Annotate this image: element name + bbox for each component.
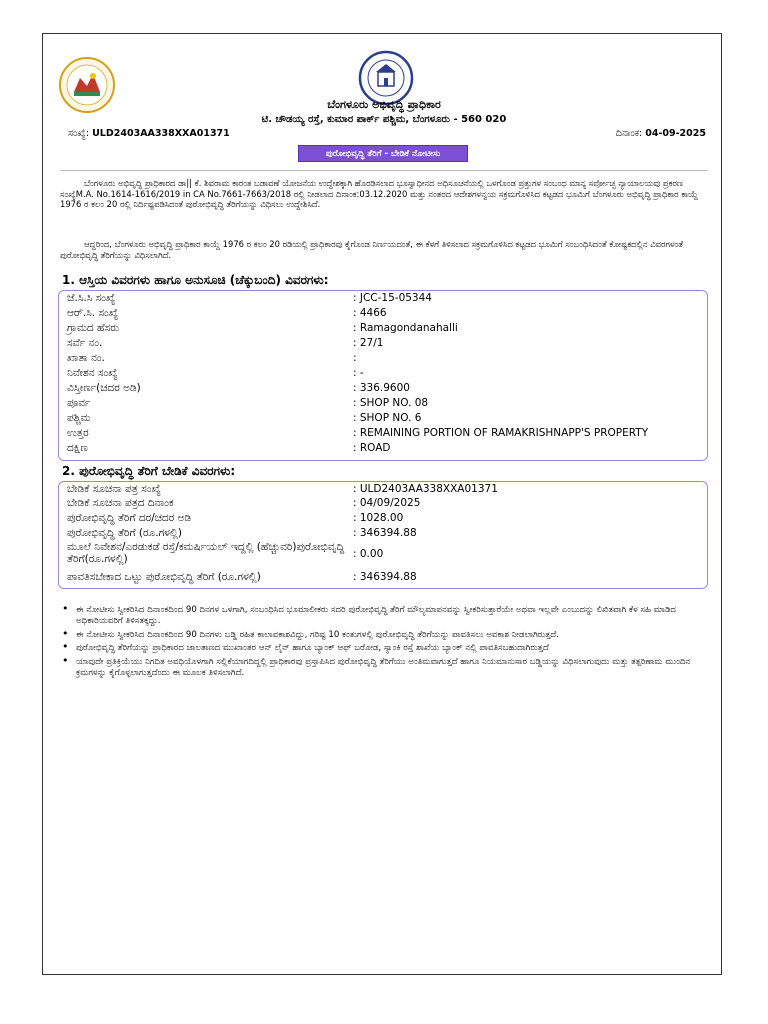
row-value: : 346394.88 <box>353 571 417 583</box>
row-value: : 346394.88 <box>353 527 417 539</box>
property-details-heading: 1. ಆಸ್ತಿಯ ವಿವರಗಳು ಹಾಗೂ ಅನುಸೂಚಿ (ಚೆಕ್ಕುಬಂದಿ) ವಿವರಗಳು: <box>62 273 329 287</box>
row-label: ಪುರೋಭಿವೃದ್ಧಿ ತೆರಿಗೆ (ರೂ.ಗಳಲ್ಲಿ) <box>67 527 182 539</box>
row-value: : 04/09/2025 <box>353 497 421 509</box>
note-text: ಈ ನೋಟೀಸು ಸ್ವೀಕರಿಸಿದ ದಿನಾಂಕದಿಂದ 90 ದಿನಗಳು ಬಡ್ಡಿ ರಹಿತ ಕಾಲಾವಕಾಶವಿದ್ದು, ಗರಿಷ್ಟ 10 ಕಂತುಗಳಲ್ಲಿ ಪುರೋಭಿವೃದ್ಧಿ ತೆರಿಗೆಯನ್ನು ಪಾವತಿಸಲು ಅವಕಾಶ ನೀಡಲಾಗಿರುತ್ತದೆ. <box>76 629 559 640</box>
row-value: : 4466 <box>353 307 387 319</box>
list-item: • ಈ ನೋಟೀಸು ಸ್ವೀಕರಿಸಿದ ದಿನಾಂಕದಿಂದ 90 ದಿನಗಳು ಬಡ್ಡಿ ರಹಿತ ಕಾಲಾವಕಾಶವಿದ್ದು, ಗರಿಷ್ಟ 10 ಕಂತುಗಳಲ್ಲಿ ಪುರೋಭಿವೃದ್ಧಿ ತೆರಿಗೆಯನ್ನು ಪಾವತಿಸಲು ಅವಕಾಶ ನೀಡಲಾಗಿರುತ್ತದೆ. <box>62 626 559 640</box>
row-label: ಪುರೋಭಿವೃದ್ಧಿ ತೆರಿಗೆ ದರ/ಚದರ ಅಡಿ <box>67 512 192 524</box>
list-item: • ಈ ನೋಟೀಸು ಸ್ವೀಕರಿಸಿದ ದಿನಾಂಕದಿಂದ 90 ದಿನಗಳ ಒಳಗಾಗಿ, ಸಂಬಂಧಿಸಿದ ಭೂಮಾಲೀಕರು ಸದರಿ ಪುರೋಭಿವೃದ್ಧಿ ತೆರಿಗೆ ಮೌಲ್ಯಮಾಪನವನ್ನು ಸ್ವೀಕರಿಸುತ್ತಾರೆಯೇ ಅಥವಾ ಇಲ್ಲವೇ ಎಂಬುದನ್ನು ಲಿಖಿತವಾಗಿ ಕೆಳ ಸಹಿ ಮಾಡಿದ ಅಧಿಕಾರಿಯವರಿಗೆ ತಿಳಿಸತಕ್ಕದ್ದು. <box>62 602 676 626</box>
reference-label: ಸಂಖ್ಯೆ: <box>68 128 90 139</box>
row-value: : ULD2403AA338XXA01371 <box>353 483 498 495</box>
tax-demand-heading: 2. ಪುರೋಭಿವೃದ್ಧಿ ತೆರಿಗೆ ಬೇಡಿಕೆ ವಿವರಗಳು: <box>62 464 236 478</box>
note-text: ಈ ನೋಟೀಸು ಸ್ವೀಕರಿಸಿದ ದಿನಾಂಕದಿಂದ 90 ದಿನಗಳ ಒಳಗಾಗಿ, ಸಂಬಂಧಿಸಿದ ಭೂಮಾಲೀಕರು ಸದರಿ ಪುರೋಭಿವೃದ್ಧಿ ತೆರಿಗೆ ಮೌಲ್ಯಮಾಪನವನ್ನು ಸ್ವೀಕರಿಸುತ್ತಾರೆಯೇ ಅಥವಾ ಇಲ್ಲವೇ ಎಂಬುದನ್ನು ಲಿಖಿತವಾಗಿ ಕೆಳ ಸಹಿ ಮಾಡಿದ ಅಧಿಕಾರಿಯವರಿಗೆ ತಿಳಿಸತಕ್ಕದ್ದು. <box>76 605 676 626</box>
list-item: • ಪುರೋಭಿವೃದ್ಧಿ ತೆರಿಗೆಯನ್ನು ಪ್ರಾಧಿಕಾರದ ಜಾಲತಾಣದ ಮುಖಾಂತರ ಆನ್ ಲೈನ್ ಹಾಗೂ ಬ್ಯಾಂಕ್ ಆಫ್ ಬರೋಡ, ಸ್ಯಾಂಕಿ ರಸ್ತೆ ಶಾಖೆಯ ಬ್ಯಾಂಕ್ ನಲ್ಲಿ ಪಾವತಿಸಬಹುದಾಗಿರುತ್ತದೆ <box>62 640 549 654</box>
row-label: ಪೂರ್ವ <box>67 397 91 409</box>
notice-title-badge: ಪುರೋಭಿವೃದ್ಧಿ ತೆರಿಗೆ - ಬೇಡಿಕೆ ನೋಟೀಸು <box>298 145 468 162</box>
reference-number <box>68 128 230 139</box>
row-value: : SHOP NO. 08 <box>353 397 429 409</box>
row-label: ಗ್ರಾಮದ ಹೆಸರು <box>67 322 120 334</box>
row-label: ಬೇಡಿಕೆ ಸೂಚನಾ ಪತ್ರ ಸಂಖ್ಯೆ <box>67 483 161 495</box>
note-text: ಪುರೋಭಿವೃದ್ಧಿ ತೆರಿಗೆಯನ್ನು ಪ್ರಾಧಿಕಾರದ ಜಾಲತಾಣದ ಮುಖಾಂತರ ಆನ್ ಲೈನ್ ಹಾಗೂ ಬ್ಯಾಂಕ್ ಆಫ್ ಬರೋಡ, ಸ್ಯಾಂಕಿ ರಸ್ತೆ ಶಾಖೆಯ ಬ್ಯಾಂಕ್ ನಲ್ಲಿ ಪಾವತಿಸಬಹುದಾಗಿರುತ್ತದೆ <box>76 643 549 654</box>
row-label: ಆರ್.ಸಿ. ಸಂಖ್ಯೆ <box>67 307 119 319</box>
row-label: ಪಶ್ಚಿಮ <box>67 412 91 424</box>
row-label: ದಕ್ಷಿಣ <box>67 442 88 454</box>
notes-list <box>62 602 706 682</box>
row-value: : 27/1 <box>353 337 384 349</box>
row-value: : <box>353 352 357 364</box>
notice-date <box>616 128 706 139</box>
row-label: ನಿವೇಶನ ಸಂಖ್ಯೆ <box>67 367 118 379</box>
row-value: : 336.9600 <box>353 382 410 394</box>
organization-address: ಟಿ. ಚೌಡಯ್ಯ ರಸ್ತೆ, ಕುಮಾರ ಪಾರ್ಕ್ ಪಶ್ಚಿಮ, ಬೆಂಗಳೂರು - 560 020 <box>261 114 507 125</box>
tax-demand-box <box>58 481 708 589</box>
row-value: : REMAINING PORTION OF RAMAKRISHNAPP'S PROPERTY <box>353 427 649 439</box>
row-label: ಸರ್ವೆ ನಂ. <box>67 337 103 349</box>
row-value: : Ramagondanahalli <box>353 322 458 334</box>
row-label: ಮೂಲೆ ನಿವೇಶನ/ಎರಡುಕಡೆ ರಸ್ತೆ/ಕಮರ್ಷಿಯಲ್ ಇದ್ದಲ್ಲಿ (ಹೆಚ್ಚುವರಿ)ಪುರೋಭಿವೃದ್ಧಿ ತೆರಿಗೆ(ರೂ.ಗಳಲ್ಲಿ) <box>67 541 345 565</box>
organization-name: ಬೆಂಗಳೂರು ಅಭಿವೃದ್ಧಿ ಪ್ರಾಧಿಕಾರ <box>327 98 441 111</box>
header-divider <box>60 170 708 171</box>
row-label: ಖಾತಾ ನಂ. <box>67 352 105 364</box>
date-label: ದಿನಾಂಕ: <box>615 128 643 139</box>
row-label: ಬೇಡಿಕೆ ಸೂಚನಾ ಪತ್ರದ ದಿನಾಂಕ <box>67 497 174 509</box>
date-value: 04-09-2025 <box>645 128 706 139</box>
row-value: : 0.00 <box>353 548 384 560</box>
intro-paragraph-1: ಬೆಂಗಳೂರು ಅಭಿವೃದ್ಧಿ ಪ್ರಾಧಿಕಾರದ ಡಾ|| ಕೆ. ಶಿವರಾಮ ಕಾರಂತ ಬಡಾವಣೆ ಯೋಜನೆಯ ಉದ್ದೇಶಕ್ಕಾಗಿ ಹೊರಡಿಸಲಾದ ಭೂಸ್ವಾಧೀನದ ಅಧಿಸೂಚನೆಯಲ್ಲಿ ಒಳಗೊಂಡ ಪ್ರತ್ತುಗಳ ಸಂಬಂಧ ಮಾನ್ಯ ಸರ್ವೋಚ್ಛ ನ್ಯಾಯಾಲಯವು ಪ್ರಕರಣ ಸಂಖ್ಯೆM.A. No.1614-1616/2019 in CA No.7661-7663/2018 ರಲ್ಲಿ ನೀಡಲಾದ ದಿನಾಂಕ:03.12.2020 ಮತ್ತು ನಂತರದ ಆದೇಶಗಳನ್ವಯ ಸಕ್ರಮಗೊಳಿಸಿದ ಕಟ್ಟಡದ ಭೂಮಿಗೆ ಬೆಂಗಳೂರು ಅಭಿವೃದ್ಧಿ ಪ್ರಾಧಿಕಾರ ಕಾಯ್ದೆ 1976 ರ ಕಲಂ 20 ರಲ್ಲಿ ನಿರ್ದಿಷ್ಟಪಡಿಸಿದಂತೆ ಪುರೋಭಿವೃದ್ಧಿ ತೆರಿಗೆಯನ್ನು ವಿಧಿಸಲು ಉದ್ದೇಶಿಸಿದೆ. <box>60 178 699 209</box>
note-text: ಯಾವುದೇ ಪ್ರತಿಕ್ರಿಯೆಯು ನಿಗದಿತ ಅವಧಿಯೊಳಗಾಗಿ ಸಲ್ಲಿಕೆಯಾಗದಿದ್ದಲ್ಲಿ ಪ್ರಾಧಿಕಾರವು ಪ್ರಸ್ತಾಪಿಸಿದ ಪುರೋಭಿವೃದ್ಧಿ ತೆರಿಗೆಯು ಅಂತಿಮವಾಗುತ್ತದೆ ಹಾಗೂ ನಿಯಮಾನುಸಾರ ಬಡ್ಡಿಯನ್ನು ವಿಧಿಸಲಾಗುವುದು ಮತ್ತು ತತ್ಪರಿಣಾಮ ಮುಂದಿನ ಕ್ರಮಗಳನ್ನು ಕೈಗೊಳ್ಳಲಾಗುತ್ತದೆಂದು ಈ ಮೂಲಕ ತಿಳಿಸಲಾಗಿದೆ. <box>76 657 691 678</box>
property-details-box <box>58 290 708 461</box>
list-item: • ಯಾವುದೇ ಪ್ರತಿಕ್ರಿಯೆಯು ನಿಗದಿತ ಅವಧಿಯೊಳಗಾಗಿ ಸಲ್ಲಿಕೆಯಾಗದಿದ್ದಲ್ಲಿ ಪ್ರಾಧಿಕಾರವು ಪ್ರಸ್ತಾಪಿಸಿದ ಪುರೋಭಿವೃದ್ಧಿ ತೆರಿಗೆಯು ಅಂತಿಮವಾಗುತ್ತದೆ ಹಾಗೂ ನಿಯಮಾನುಸಾರ ಬಡ್ಡಿಯನ್ನು ವಿಧಿಸಲಾಗುವುದು ಮತ್ತು ತತ್ಪರಿಣಾಮ ಮುಂದಿನ ಕ್ರಮಗಳನ್ನು ಕೈಗೊಳ್ಳಲಾಗುತ್ತದೆಂದು ಈ ಮೂಲಕ ತಿಳಿಸಲಾಗಿದೆ. <box>62 654 691 678</box>
row-value: : SHOP NO. 6 <box>353 412 422 424</box>
row-label: ಉತ್ತರ <box>67 427 89 439</box>
row-value: : ROAD <box>353 442 391 454</box>
row-label: ವಿಸ್ತೀರ್ಣ(ಚದರ ಅಡಿ) <box>67 382 141 394</box>
row-value: : 1028.00 <box>353 512 404 524</box>
row-label: ಜೆ.ಸಿ.ಸಿ ಸಂಖ್ಯೆ <box>67 292 116 304</box>
row-value: : JCC-15-05344 <box>353 292 432 304</box>
intro-paragraph-2: ಆದ್ದರಿಂದ, ಬೆಂಗಳೂರು ಅಭಿವೃದ್ಧಿ ಪ್ರಾಧಿಕಾರ ಕಾಯ್ದೆ 1976 ರ ಕಲಂ 20 ರಡಿಯಲ್ಲಿ ಪ್ರಾಧಿಕಾರವು ಕೈಗೊಂಡ ನಿರ್ಣಯದಂತೆ, ಈ ಕೆಳಗೆ ತಿಳಿಸಲಾದ ಸಕ್ರಮಗೊಳಿಸಿದ ಕಟ್ಟಡದ ಭೂಮಿಗೆ ಸಂಬಂಧಿಸಿದಂತೆ ಕೋಷ್ಟಕದಲ್ಲಿನ ವಿವರಗಳಂತೆ ಪುರೋಭಿವೃದ್ಧಿ ತೆರಿಗೆಯನ್ನು ವಿಧಿಸಲಾಗಿದೆ. <box>60 239 683 260</box>
row-value: : - <box>353 367 364 379</box>
reference-value: ULD2403AA338XXA01371 <box>92 128 230 139</box>
row-label: ಪಾವತಿಸಬೇಕಾದ ಒಟ್ಟು ಪುರೋಭಿವೃದ್ಧಿ ತೆರಿಗೆ (ರೂ.ಗಳಲ್ಲಿ) <box>67 571 261 583</box>
